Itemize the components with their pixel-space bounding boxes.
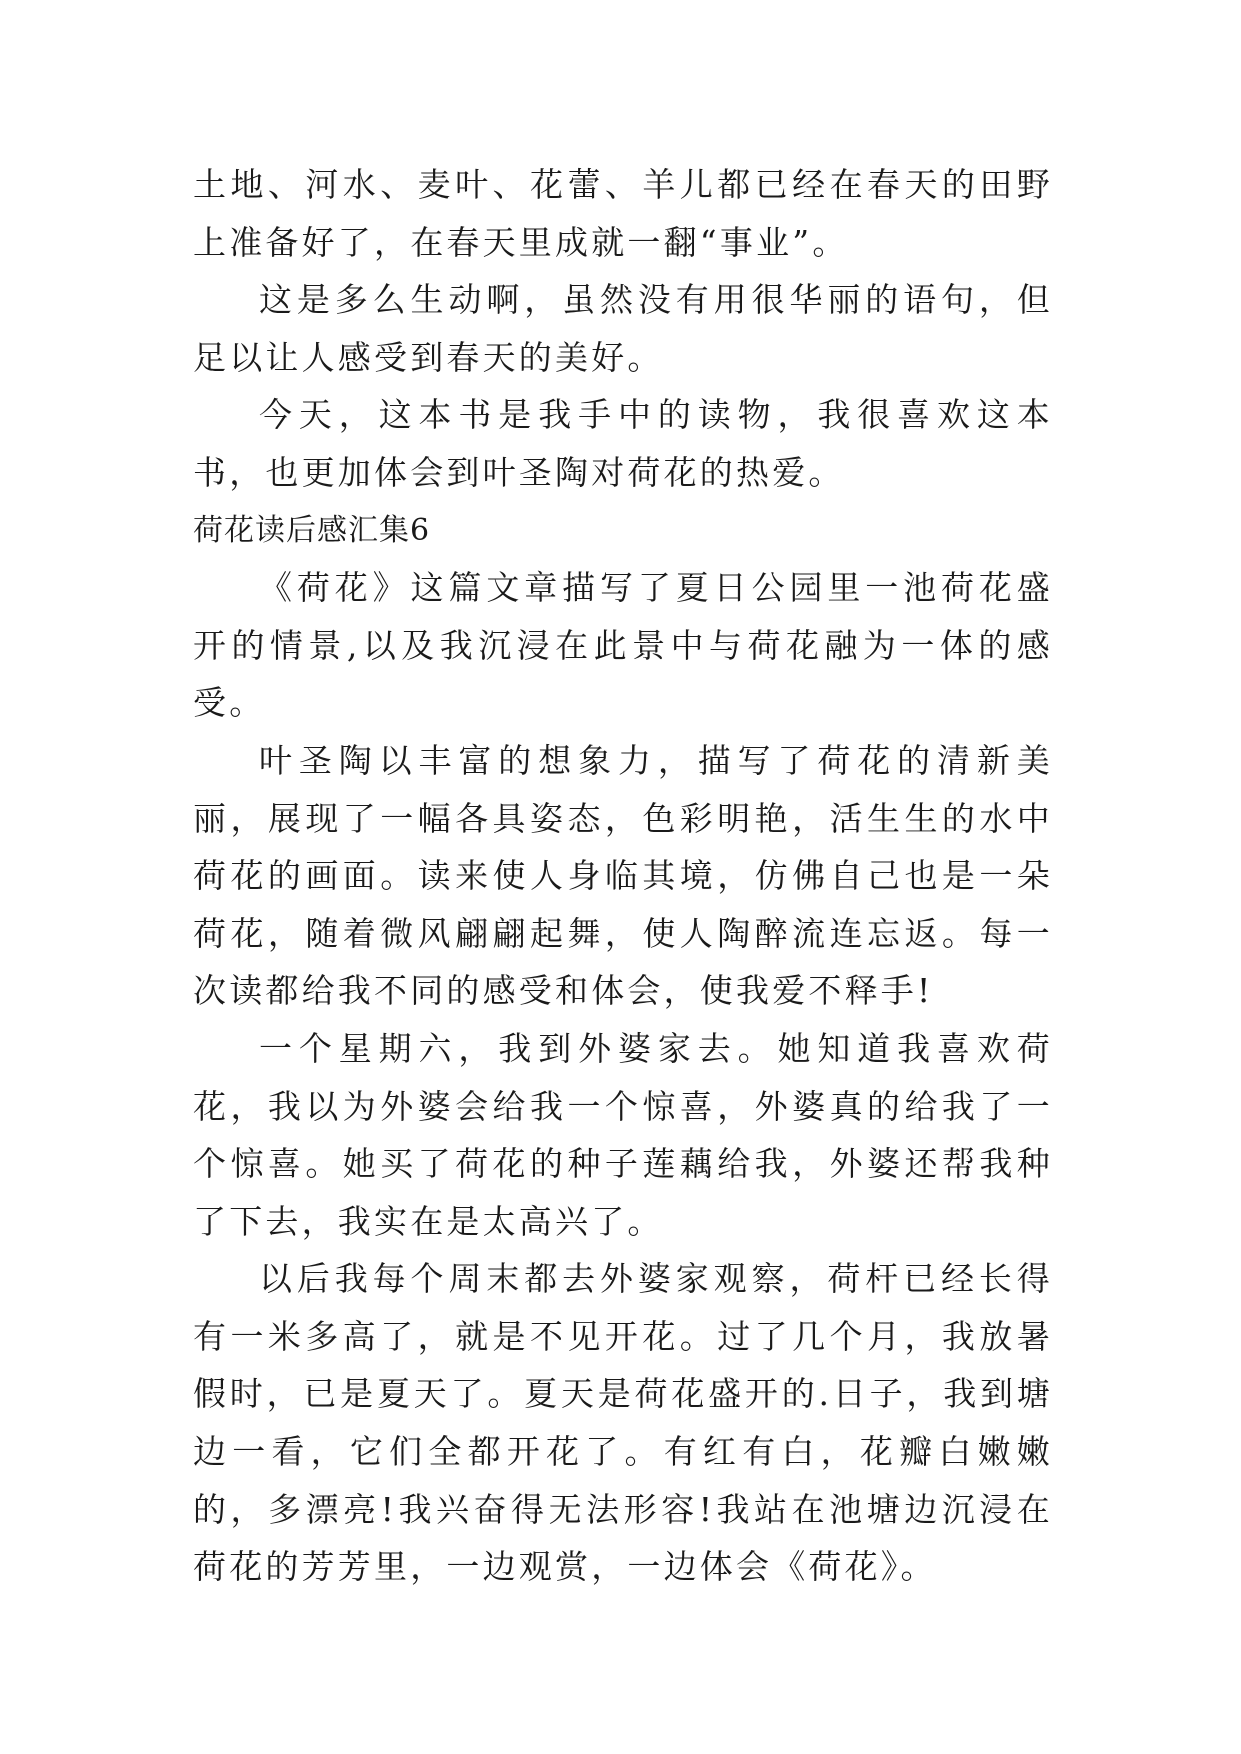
paragraph: 这是多么生动啊，虽然没有用很华丽的语句，但足以让人感受到春天的美好。 (193, 280, 1053, 377)
paragraph: 叶圣陶以丰富的想象力，描写了荷花的清新美丽，展现了一幅各具姿态，色彩明艳，活生生的水中荷花的画面。读来使人身临其境，仿佛自己也是一朵荷花，随着微风翩翩起舞，使人陶醉流连忘返。每一次读都给我不同的感受和体会，使我爱不释手! (193, 740, 1053, 1011)
paragraph-continuation: 土地、河水、麦叶、花蕾、羊儿都已经在春天的田野上准备好了，在春天里成就一翻“事业”。 (193, 165, 1053, 262)
paragraph: 一个星期六，我到外婆家去。她知道我喜欢荷花，我以为外婆会给我一个惊喜，外婆真的给我了一个惊喜。她买了荷花的种子莲藕给我，外婆还帮我种了下去，我实在是太高兴了。 (193, 1028, 1053, 1241)
paragraph: 今天，这本书是我手中的读物，我很喜欢这本书，也更加体会到叶圣陶对荷花的热爱。 (193, 395, 1053, 492)
document-page (193, 156, 1053, 1596)
section-title: 荷花读后感汇集6 (193, 512, 431, 548)
paragraph: 以后我每个周末都去外婆家观察，荷杆已经长得有一米多高了，就是不见开花。过了几个月，我放暑假时，已是夏天了。夏天是荷花盛开的.日子，我到塘边一看，它们全都开花了。有红有白，花瓣白嫩嫩的，多漂亮!我兴奋得无法形容!我站在池塘边沉浸在荷花的芳芳里，一边观赏，一边体会《荷花》。 (193, 1259, 1053, 1587)
paragraph: 《荷花》这篇文章描写了夏日公园里一池荷花盛开的情景,以及我沉浸在此景中与荷花融为一体的感受。 (193, 568, 1053, 723)
